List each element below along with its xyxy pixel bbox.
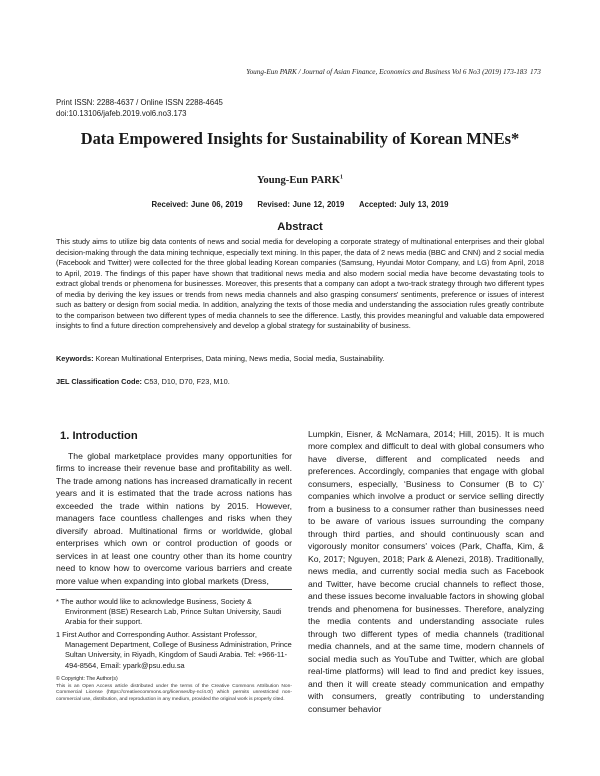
footnote-divider bbox=[56, 589, 292, 590]
footnote-2-rest: Management Department, College of Business Administration, Prince Sultan University, in Riyadh, Kingdom of Saudi Arabia. Tel: +966-11-494-8564, Email: ypark@psu.edu.sa bbox=[65, 640, 292, 670]
jel-line bbox=[56, 377, 544, 387]
footnote-1-first: * The author would like to acknowledge Business, Society & bbox=[56, 597, 252, 606]
issn-block bbox=[56, 98, 223, 119]
intro-paragraph: The global marketplace provides many opportunities for firms to increase their revenue base and profitability as well. The trade among nations has increased dramatically in recent years and it is estimated that the trade across nations has exceeded the trade within nations by 2015. However, managers face countless challenges and risks when they diversify abroad. Multinational firms or worldwide, global enterprises which own or control production of goods or services in at least one country other than its home country need to know how to overcome various barriers and create more value when expanding into global markets (Dress, bbox=[56, 451, 292, 586]
footnote-author bbox=[56, 630, 292, 671]
copyright-line: © Copyright: The Author(s) bbox=[56, 676, 118, 682]
page-number: 173 bbox=[530, 68, 541, 76]
abstract-body: This study aims to utilize big data contents of news and social media for developing a corporate strategy of multinational enterprises and their global decision-making through the data mining technique, especially text mining. In this paper, the data of 2 news media (BBC and CNN) and 2 social media (Facebook and Twitter) were collected for the three global leading Korean companies (Samsung, Hyundai Motor Company, and LG) from April, 2018 to April, 2019. The findings of this paper have shown that traditional news media and also modern social media have become devastating tools to extract global trends or phenomena for businesses. Moreover, this presents that a company can adopt a two-track strategy through two different types of media by deriving the key issues or trends from news media channels and also grasping consumers' sentiments, preference or issues of interest such as battery or design from social media. In addition, analyzing the texts of those media and understanding the association rules greatly contribute to the comparison between two different types of media channels to see the difference. Lastly, this provides meaningful and valuable data empowered insights to find a future direction comprehensively and develop a global strategy for sustainability of business. bbox=[56, 237, 544, 330]
accepted-date: Accepted: July 13, 2019 bbox=[358, 200, 449, 209]
keywords-label: Keywords: bbox=[56, 354, 94, 363]
left-column bbox=[56, 450, 292, 587]
revised-date: Revised: June 12, 2019 bbox=[257, 200, 345, 209]
doi-line: doi:10.13106/jafeb.2019.vol6.no3.173 bbox=[56, 108, 187, 118]
intro-paragraph-continued: Lumpkin, Eisner, & McNamara, 2014; Hill, 2015). It is much more complex and difficult to deal with global consumers who have diverse, different and complicated needs and preferences. Accordingly, companies that engage with global consumers, especially, ‘Business to Consumer (B to C)’ companies which involve a product or service selling directly from a business to a consumer rather than businesses need to be aware of various issues surrounding the company through third parties, and should continuously scan and vigorously monitor consumers' voices (Park, Chaffa, Kim, & Ko, 2017; Nguyen, 2018; Park & Alenezi, 2018). Traditionally, news media, and currently social media such as Facebook and Twitter, have become crucial channels to reflect those, and these issues become invaluable factors in showing global trends and phenomena for businesses. Therefore, analyzing the media contents and understanding associate rules through two different types of media channels (traditional media channels, and at the same time, modern channels of social media such as YouTube and Twitter, which are global real-time platforms) will lead to find and predict key issues, and then it will create steady communication and empathy with consumers, greatly contributing to understanding consumer behavior bbox=[308, 429, 544, 714]
author-name: Young-Eun PARK bbox=[256, 175, 341, 186]
jel-label: JEL Classification Code: bbox=[56, 377, 142, 386]
issn-line: Print ISSN: 2288-4637 / Online ISSN 2288-4645 bbox=[56, 98, 223, 107]
license-text: This is an Open Access article distributed under the terms of the Creative Commons Attribution Non-Commercial License (https://creativecommons.org/licenses/by-nc/4.0/) which permits unrestricted non-commercial use, distribution, and reproduction in any medium, provided the original work is properly cited. bbox=[56, 684, 292, 702]
running-header bbox=[0, 68, 600, 82]
author-line bbox=[0, 175, 600, 186]
received-date: Received: June 06, 2019 bbox=[151, 200, 243, 209]
author-superscript: 1 bbox=[340, 174, 344, 181]
section-heading-introduction: 1. Introduction bbox=[60, 430, 138, 442]
paper-title: Data Empowered Insights for Sustainability of Korean MNEs* bbox=[80, 129, 520, 148]
running-header-text: Young-Eun PARK / Journal of Asian Finance, Economics and Business Vol 6 No3 (2019) 173-183 bbox=[246, 68, 527, 76]
footnote-acknowledgement bbox=[56, 597, 292, 628]
keywords-line bbox=[56, 354, 544, 364]
abstract-heading: Abstract bbox=[277, 221, 323, 233]
jel-text: C53, D10, D70, F23, M10. bbox=[141, 377, 230, 386]
footnote-1-rest: Environment (BSE) Research Lab, Prince Sultan University, Saudi Arabia for their support. bbox=[65, 607, 282, 627]
dates-line bbox=[0, 200, 600, 209]
right-column bbox=[308, 428, 544, 715]
keywords-text: Korean Multinational Enterprises, Data mining, News media, Social media, Sustainability. bbox=[93, 354, 385, 363]
footnote-2-first: 1 First Author and Corresponding Author. Assistant Professor, bbox=[56, 630, 257, 639]
